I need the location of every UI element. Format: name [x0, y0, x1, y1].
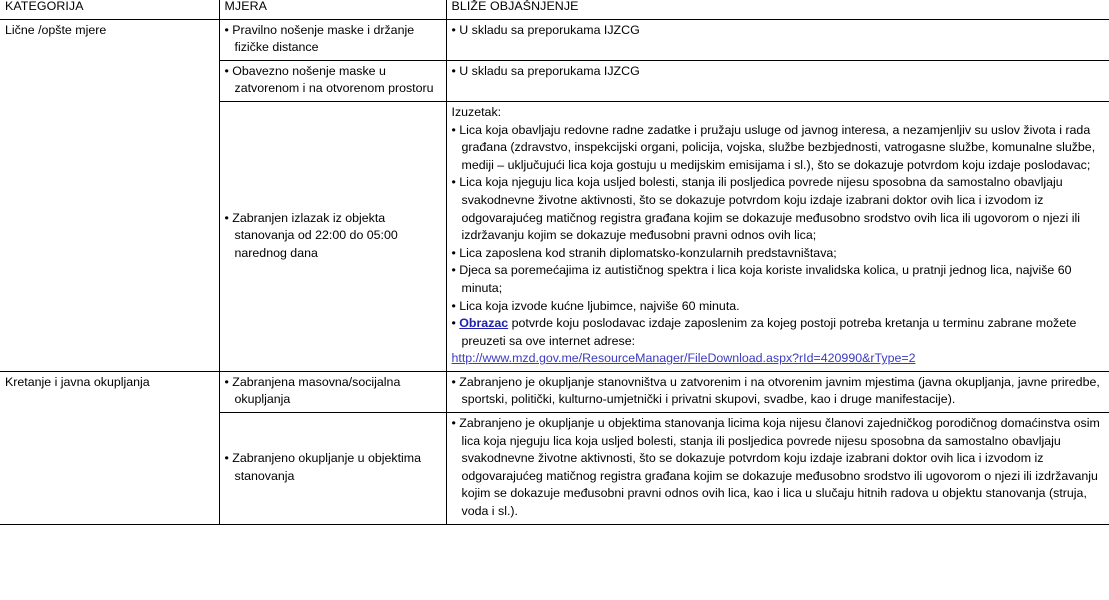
measure-cell — [219, 413, 446, 525]
category-cell-kretanje-i-javna-okupljanja: Kretanje i javna okupljanja — [0, 371, 219, 524]
explanation-text: • U skladu sa preporukama IJZCG — [452, 22, 1105, 40]
exception-item: • Lica koja izvode kućne ljubimce, najviše 60 minuta. — [452, 298, 1105, 316]
exception-item: • Lica zaposlena kod stranih diplomatsko-konzularnih predstavništava; — [452, 245, 1105, 263]
explanation-cell — [446, 413, 1109, 525]
measure-text: • Obavezno nošenje maske u zatvorenom i na otvorenom prostoru — [225, 63, 441, 98]
table-header-row — [0, 0, 1109, 19]
category-cell-licne-opste-mjere: Lične /opšte mjere — [0, 19, 219, 371]
column-header-mjera: MJERA — [219, 0, 446, 19]
column-header-blize-objasnjenje: BLIŽE OBJAŠNJENJE — [446, 0, 1109, 19]
form-item-text: potvrde koju poslodavac izdaje zaposlenim za kojeg postoji potreba kretanja u terminu zabrane možete preuzeti sa ove internet adrese: — [461, 316, 1077, 348]
measure-text: • Zabranjen izlazak iz objekta stanovanja od 22:00 do 05:00 narednog dana — [225, 210, 441, 263]
measure-cell — [219, 19, 446, 60]
measure-text: • Zabranjeno okupljanje u objektima stanovanja — [225, 450, 441, 485]
explanation-text: • Zabranjeno je okupljanje u objektima stanovanja licima koja nijesu članovi zajedničkog porodičnog domaćinstva osim lica koja njeguju lica koja usljed bolesti, stanja ili posljedica povrede nijesu sposobna da samostalno obavljaju svakodnevne životne aktivnosti, što se dokazuje potvrdom koju izdaje izabrani doktor ovih lica i izvodom iz odgovarajućeg matičnog registra građana kojim se dokazuje međusobno srodstvo ili ugovorom o njezi ili izdržavanju kojim se dokazuje međusobni pravni odnos ovih lica, kao i lica u slučaju hitnih radova u objektu stanovanja (struja, voda i sl.). — [452, 415, 1105, 521]
exception-intro: Izuzetak: — [451, 104, 502, 119]
table-row — [0, 19, 1109, 60]
table-row — [0, 371, 1109, 412]
exception-item: • Djeca sa poremećajima iz autističnog spektra i lica koja koriste invalidska kolica, u pratnji jednog lica, najviše 60 minuta; — [452, 262, 1105, 297]
explanation-cell — [446, 60, 1109, 101]
explanation-cell — [446, 371, 1109, 412]
measure-cell — [219, 60, 446, 101]
form-download-url[interactable]: http://www.mzd.gov.me/ResourceManager/FileDownload.aspx?rId=420990&rType=2 — [451, 351, 916, 366]
column-header-kategorija: KATEGORIJA — [0, 0, 219, 19]
explanation-cell — [446, 19, 1109, 60]
measure-cell-curfew — [219, 101, 446, 371]
exception-item-form — [452, 315, 1105, 350]
exception-item: • Lica koja obavljaju redovne radne zadatke i pružaju usluge od javnog interesa, a nezamjenljiv su uslov života i rada građana (zdravstvo, inspekcijski organi, policija, vojska, službe bezbjednosti, vatrogasne službe, komunalne službe, mediji – uključujući lica koja gostuju u medijskim emisijama i sl.), što se dokazuje potvrdom koju izdaje poslodavac; — [452, 122, 1105, 175]
explanation-cell-curfew-exceptions — [446, 101, 1109, 371]
explanation-text: • Zabranjeno je okupljanje stanovništva u zatvorenim i na otvorenim javnim mjestima (javna okupljanja, javne priredbe, sportski, politički, kulturno-umjetnički i privatni skupovi, svadbe, kao i druge manifestacije). — [452, 374, 1105, 409]
obrazac-link[interactable]: Obrazac — [459, 316, 509, 331]
measure-cell — [219, 371, 446, 412]
measure-text: • Zabranjena masovna/socijalna okupljanja — [225, 374, 441, 409]
form-download-url-line — [452, 350, 1105, 368]
explanation-text: • U skladu sa preporukama IJZCG — [452, 63, 1105, 81]
measure-text: • Pravilno nošenje maske i držanje fizičke distance — [225, 22, 441, 57]
exception-item: • Lica koja njeguju lica koja usljed bolesti, stanja ili posljedica povrede nijesu sposobna da samostalno obavljaju svakodnevne životne aktivnosti, što se dokazuje potvrdom koju izdaje izabrani doktor ovih lica i izvodom iz odgovarajućeg matičnog registra građana kojim se dokazuje međusobno srodstvo ovih lica ili ugovorom o njezi ili izdržavanju kojim se dokazuje međusobni pravni odnos ovih lica; — [452, 174, 1105, 244]
